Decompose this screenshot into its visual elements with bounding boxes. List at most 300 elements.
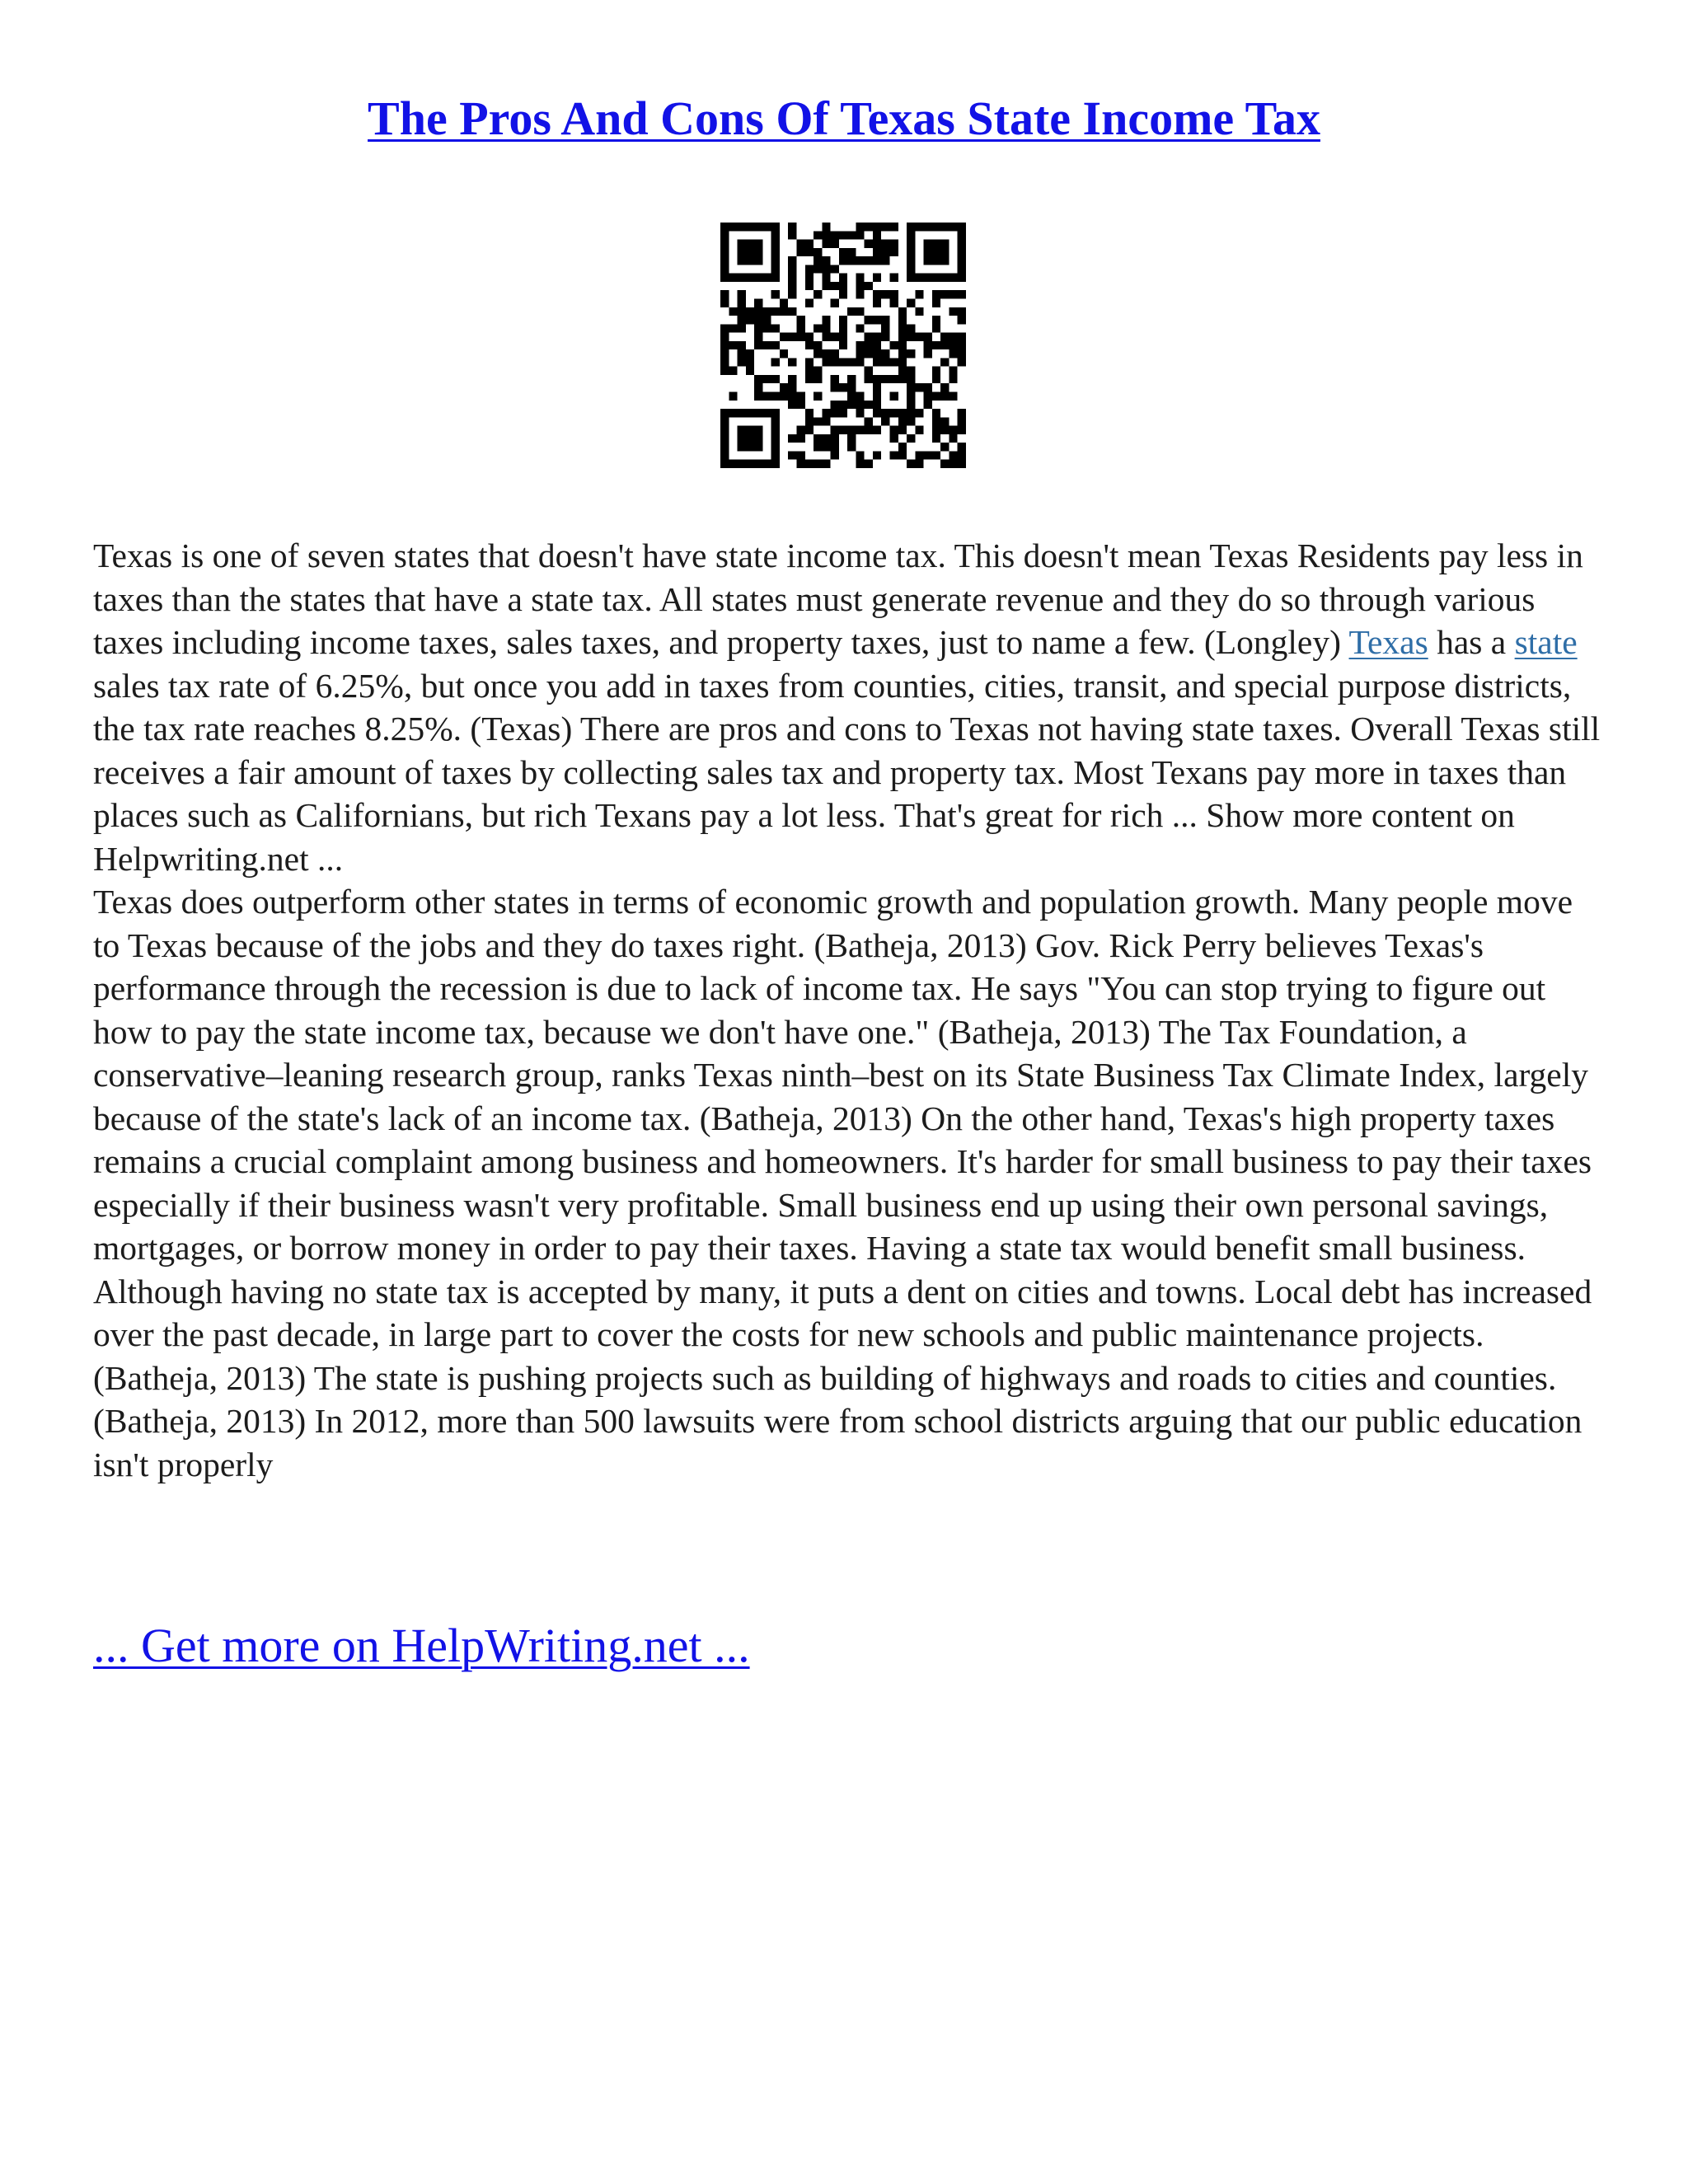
qr-module [898,358,907,366]
qr-module [932,417,940,425]
qr-module [720,248,729,256]
qr-module [873,349,881,358]
qr-module [958,240,966,248]
qr-module [720,443,729,451]
qr-module [949,307,957,316]
qr-module [839,231,847,239]
qr-module [865,333,873,341]
qr-module [814,443,822,451]
qr-module [915,383,923,391]
qr-module [796,451,804,459]
qr-module [940,248,949,256]
qr-module [847,426,856,434]
qr-module [932,451,940,459]
qr-module [771,460,780,468]
qr-module [847,248,856,256]
qr-module [720,265,729,273]
qr-module [958,248,966,256]
qr-module [915,333,923,341]
qr-module [814,324,822,332]
qr-module [847,375,856,383]
qr-module [856,358,864,366]
qr-module [831,434,839,443]
qr-module [898,316,907,324]
qr-module [940,426,949,434]
qr-module [754,341,762,349]
qr-module [856,223,864,231]
qr-module [822,443,830,451]
qr-module [898,409,907,417]
qr-module [814,460,822,468]
qr-module [738,223,746,231]
qr-module [865,349,873,358]
qr-module [831,231,839,239]
qr-module [958,223,966,231]
qr-module [788,358,796,366]
qr-module [746,349,754,358]
qr-module [932,392,940,401]
qr-module [924,256,932,265]
paragraph-1-text-middle: has a [1428,623,1515,661]
qr-module [865,401,873,409]
qr-module [924,349,932,358]
qr-module [940,333,949,341]
qr-module [940,417,949,425]
qr-module [796,240,804,248]
qr-module [771,274,780,282]
qr-module [805,417,814,425]
state-link[interactable]: state [1514,623,1578,661]
qr-module [796,401,804,409]
qr-module [856,426,864,434]
qr-module [738,324,746,332]
qr-module [890,426,898,434]
qr-module [940,256,949,265]
qr-module [932,426,940,434]
qr-module [720,256,729,265]
qr-module [788,282,796,290]
qr-module [898,375,907,383]
qr-module [856,460,864,468]
qr-module [898,324,907,332]
qr-module [839,333,847,341]
paragraph-2: Texas does outperform other states in terms of economic growth and population growth. Many people move to Texas because of the jobs and they do taxes right. (Batheja, 2013) Gov. Rick Perry believes Texas's performance through the recession is due to lack of income tax. He says "You can stop trying to figure out how to pay the state income tax, because we don't have one." (Batheja, 2013) The Tax Foundation, a conservative–leaning research group, ranks Texas ninth–best on its State Business Tax Climate Index, largely because of the state's lack of an income tax. (Batheja, 2013) On the other hand, Texas's high property taxes remains a crucial complaint among business and homeowners. It's harder for small business to pay their taxes especially if their business wasn't very profitable. Small business end up using their own personal savings, mortgages, or borrow money in order to pay their taxes. Having a state tax would benefit small business. Although having no state tax is accepted by many, it puts a dent on cities and towns. Local debt has increased over the past decade, in large part to cover the costs for new schools and public maintenance projects. (Batheja, 2013) The state is pushing projects such as building of highways and roads to cities and counties. (Batheja, 2013) In 2012, more than 500 lawsuits were from school districts arguing that our public education isn't properly [93,883,1592,1483]
qr-module [932,274,940,282]
qr-module [881,290,889,298]
qr-module [890,298,898,307]
qr-module [720,333,729,341]
qr-module [746,460,754,468]
qr-module [762,307,771,316]
document-body [93,534,1601,1486]
qr-module [907,265,915,273]
qr-module [839,324,847,332]
qr-module [780,333,788,341]
qr-module [907,460,915,468]
qr-module [746,409,754,417]
qr-module [839,383,847,391]
qr-module [805,375,814,383]
qr-module [796,460,804,468]
qr-module [949,375,957,383]
qr-module [788,451,796,459]
qr-module [805,358,814,366]
qr-module [924,383,932,391]
qr-module [890,434,898,443]
qr-module [754,460,762,468]
qr-module [754,307,762,316]
qr-module [924,223,932,231]
qr-module [805,341,814,349]
qr-module [915,409,923,417]
qr-module [873,223,881,231]
qr-module [720,240,729,248]
qr-module [898,417,907,425]
qr-module [907,434,915,443]
paragraph-1 [93,534,1601,880]
qr-module [814,434,822,443]
qr-module [873,240,881,248]
qr-module [873,451,881,459]
qr-module [746,240,754,248]
qr-module [805,282,814,290]
qr-module [932,256,940,265]
qr-module [907,248,915,256]
qr-module [907,409,915,417]
qr-module [754,298,762,307]
qr-module [890,223,898,231]
qr-module [771,426,780,434]
qr-module [949,290,957,298]
qr-module [788,274,796,282]
qr-module [814,256,822,265]
qr-module [738,298,746,307]
qr-module [856,307,864,316]
qr-module [738,349,746,358]
qr-module [873,248,881,256]
qr-module [762,409,771,417]
qr-module [738,460,746,468]
qr-module [720,298,729,307]
qr-module [915,274,923,282]
qr-module [788,223,796,231]
qr-module [907,298,915,307]
qr-module [814,417,822,425]
qr-module [847,443,856,451]
qr-module [831,443,839,451]
qr-module [932,248,940,256]
qr-module [881,316,889,324]
qr-module [754,375,762,383]
qr-module [762,324,771,332]
qr-module [720,223,729,231]
qr-module [907,274,915,282]
qr-module [865,240,873,248]
qr-module [805,333,814,341]
qr-module [788,375,796,383]
qr-module [720,460,729,468]
qr-module [907,349,915,358]
qr-module [839,401,847,409]
qr-module [898,443,907,451]
qr-module [796,324,804,332]
qr-module [940,460,949,468]
qr-module [890,274,898,282]
qr-module [729,392,737,401]
qr-module [958,358,966,366]
qr-module [788,231,796,239]
qr-module [771,223,780,231]
qr-module [856,274,864,282]
qr-module [856,409,864,417]
qr-module [822,324,830,332]
qr-module [958,460,966,468]
qr-module [746,248,754,256]
qr-module [915,223,923,231]
qr-module [831,265,839,273]
qr-module [738,409,746,417]
qr-module [771,375,780,383]
qr-module [890,358,898,366]
qr-module [729,307,737,316]
qr-module [805,274,814,282]
qr-module [881,358,889,366]
document-title-link[interactable]: The Pros And Cons Of Texas State Income Tax [368,91,1320,145]
qr-module [788,333,796,341]
qr-module [720,290,729,298]
qr-module [746,367,754,375]
qr-module [865,375,873,383]
qr-code-icon [720,223,966,468]
qr-module [762,274,771,282]
qr-module [839,290,847,298]
qr-module [814,392,822,401]
qr-module [907,231,915,239]
qr-module [873,401,881,409]
qr-module [754,443,762,451]
qr-module [839,426,847,434]
qr-module [958,333,966,341]
qr-module [940,223,949,231]
qr-module [805,426,814,434]
qr-module [754,248,762,256]
qr-module [754,392,762,401]
qr-module [932,240,940,248]
qr-module [762,460,771,468]
qr-module [958,290,966,298]
qr-module [890,392,898,401]
qr-module [856,290,864,298]
qr-module [805,298,814,307]
qr-module [762,223,771,231]
qr-module [805,240,814,248]
qr-module [738,341,746,349]
qr-module [924,341,932,349]
qr-module [720,367,729,375]
qr-module [924,392,932,401]
qr-module [762,316,771,324]
qr-module [729,367,737,375]
qr-module [771,392,780,401]
qr-module [865,426,873,434]
qr-module [865,223,873,231]
qr-module [814,265,822,273]
qr-module [738,307,746,316]
qr-module [805,367,814,375]
qr-module [822,417,830,425]
qr-module [754,426,762,434]
qr-module [771,358,780,366]
qr-module [788,307,796,316]
qr-module [898,367,907,375]
qr-module [873,316,881,324]
qr-module [856,282,864,290]
qr-module [720,341,729,349]
qr-module [746,434,754,443]
qr-module [831,401,839,409]
qr-module [949,349,957,358]
texas-link[interactable]: Texas [1348,623,1428,661]
qr-module [915,451,923,459]
qr-module [873,231,881,239]
qr-module [856,349,864,358]
qr-module [949,223,957,231]
qr-module [924,333,932,341]
qr-module [729,460,737,468]
qr-module [839,358,847,366]
qr-module [865,316,873,324]
qr-module [839,341,847,349]
qr-module [958,231,966,239]
qr-module [898,341,907,349]
qr-module [890,290,898,298]
qr-module [881,256,889,265]
qr-module [856,231,864,239]
qr-module [890,341,898,349]
qr-module [831,426,839,434]
qr-module [856,401,864,409]
qr-module [856,324,864,332]
qr-module [907,223,915,231]
qr-module [949,392,957,401]
qr-module [822,333,830,341]
qr-module [940,274,949,282]
qr-module [805,248,814,256]
qr-module [746,426,754,434]
qr-module [831,375,839,383]
qr-module [796,426,804,434]
qr-module [746,358,754,366]
qr-module [822,223,830,231]
qr-module [915,307,923,316]
qr-module [822,349,830,358]
qr-module [771,443,780,451]
qr-module [932,341,940,349]
qr-module [720,451,729,459]
qr-module [949,367,957,375]
get-more-link[interactable]: ... Get more on HelpWriting.net ... [93,1619,750,1672]
qr-module [738,240,746,248]
qr-module [898,451,907,459]
qr-module [915,460,923,468]
qr-module [771,409,780,417]
qr-module [720,349,729,358]
qr-module [788,290,796,298]
qr-module [949,451,957,459]
qr-module [738,316,746,324]
qr-module [822,282,830,290]
qr-module [738,274,746,282]
qr-module [771,434,780,443]
qr-module [907,383,915,391]
qr-module [847,401,856,409]
qr-module [873,383,881,391]
qr-module [958,443,966,451]
paragraph-1-text-end: sales tax rate of 6.25%, but once you add in taxes from counties, cities, transit, and special purpose districts, the tax rate reaches 8.25%. (Texas) There are pros and cons to Texas not having state taxes. Overall Texas still receives a fair amount of taxes by collecting sales tax and property tax. Most Texans pay more in taxes than places such as Californians, but rich Texans pay a lot less. That's great for rich ... Show more content on Helpwriting.net ... [93,666,1601,878]
qr-module [788,265,796,273]
qr-module [822,409,830,417]
qr-module [873,392,881,401]
qr-module [873,358,881,366]
qr-module [873,375,881,383]
qr-module [856,392,864,401]
qr-module [805,409,814,417]
qr-module [949,426,957,434]
qr-module [907,240,915,248]
qr-module [958,256,966,265]
qr-module [958,316,966,324]
qr-module [924,451,932,459]
qr-module [881,333,889,341]
qr-module [949,341,957,349]
qr-module [907,367,915,375]
qr-module [907,401,915,409]
qr-module [873,256,881,265]
qr-module [907,375,915,383]
qr-module [771,341,780,349]
qr-module [720,409,729,417]
qr-module [720,358,729,366]
qr-module [720,434,729,443]
qr-module [720,231,729,239]
qr-module [873,274,881,282]
qr-module [720,274,729,282]
qr-module [729,324,737,332]
qr-module [738,434,746,443]
qr-module [796,316,804,324]
qr-module [788,392,796,401]
qr-module [729,341,737,349]
qr-module [865,341,873,349]
qr-module [856,451,864,459]
paragraph-1-text-start: Texas is one of seven states that doesn't have state income tax. This doesn't mean Texas Residents pay less in taxes than the states that have a state tax. All states must generate revenue and they do so through various taxes including income taxes, sales taxes, and property taxes, just to name a few. (Longley) [93,537,1583,661]
qr-module [890,240,898,248]
qr-module [932,324,940,332]
qr-module [847,231,856,239]
qr-module [932,375,940,383]
qr-module [839,316,847,324]
qr-module [839,409,847,417]
qr-module [898,333,907,341]
qr-module [958,341,966,349]
qr-module [958,417,966,425]
qr-module [814,248,822,256]
qr-module [771,256,780,265]
qr-module [890,451,898,459]
qr-module [932,367,940,375]
qr-module [940,341,949,349]
qr-module [890,248,898,256]
